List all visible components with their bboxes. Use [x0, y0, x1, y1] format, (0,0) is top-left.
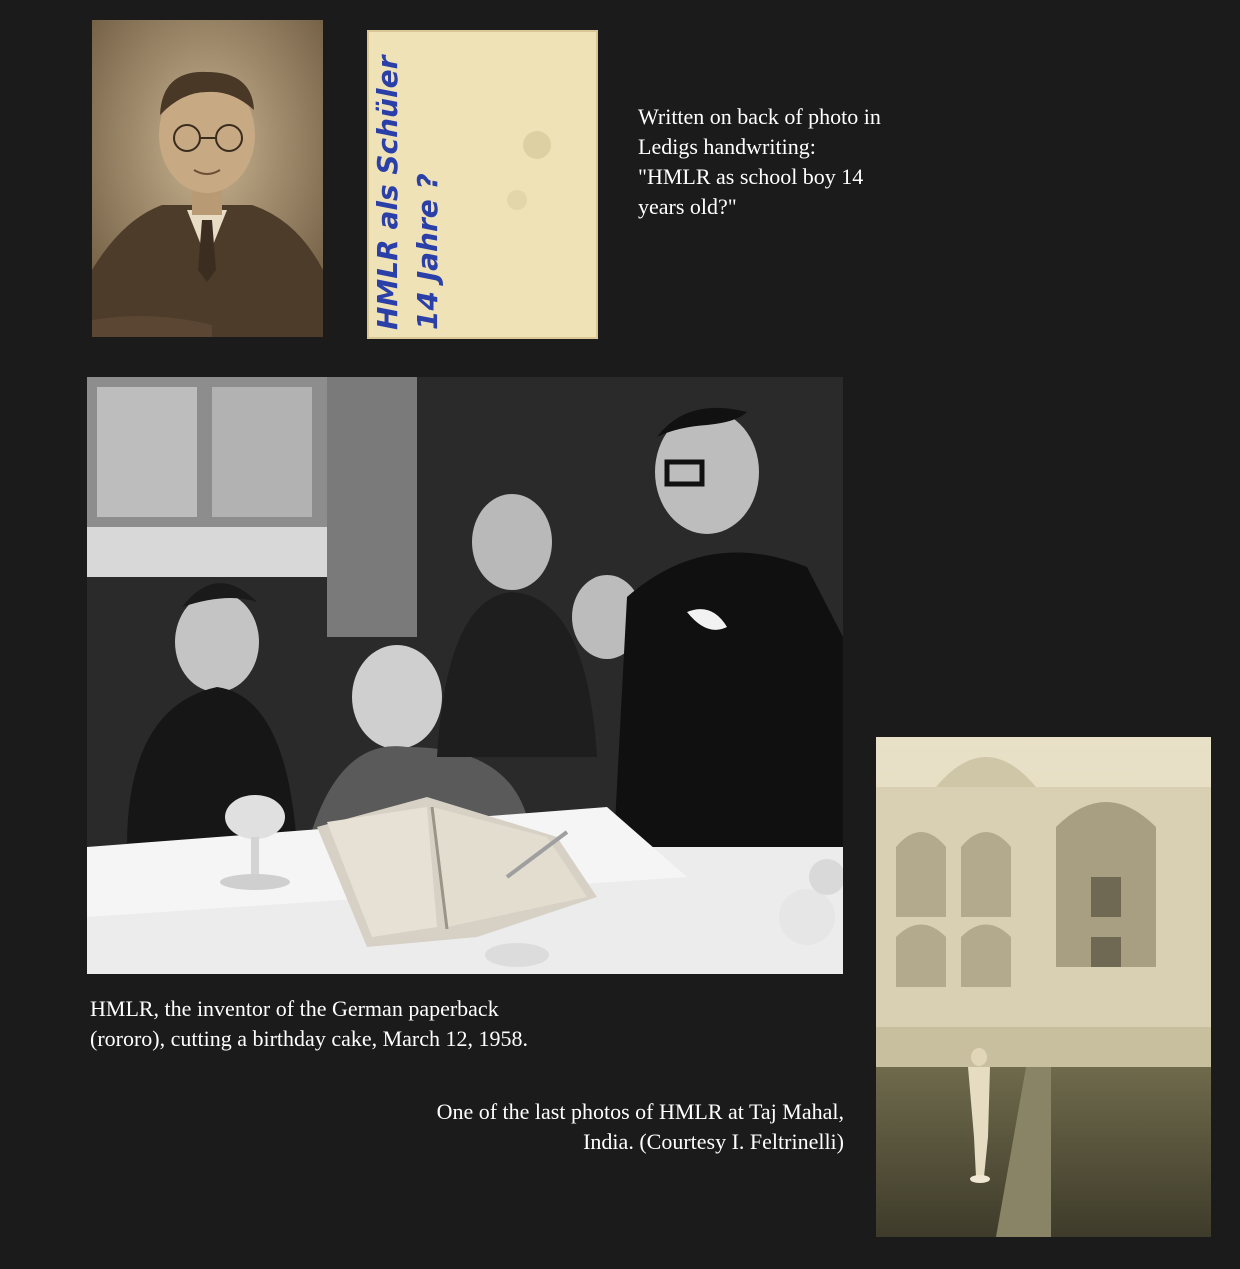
cake-photo-caption: [90, 994, 650, 1054]
photo-back: [367, 30, 598, 339]
taj-mahal-photo: [876, 737, 1211, 1237]
photo-back-image: [367, 30, 598, 339]
taj-mahal-caption: [360, 1097, 844, 1157]
birthday-cake-image: [87, 377, 843, 974]
caption-line: India. (Courtesy I. Feltrinelli): [583, 1129, 844, 1154]
taj-mahal-image: [876, 737, 1211, 1237]
handwriting-line-2: 14 Jahre ?: [411, 173, 444, 330]
back-of-photo-caption: [638, 102, 958, 222]
handwriting-line-1: HMLR als Schüler: [371, 55, 404, 330]
portrait-image: [92, 20, 323, 337]
caption-line: "HMLR as school boy 14: [638, 164, 864, 189]
birthday-cake-photo: [87, 377, 843, 974]
caption-line: Ledigs handwriting:: [638, 134, 816, 159]
portrait-photo: [92, 20, 323, 337]
caption-line: One of the last photos of HMLR at Taj Mahal,: [436, 1099, 844, 1124]
caption-line: Written on back of photo in: [638, 104, 881, 129]
caption-line: (rororo), cutting a birthday cake, March 12, 1958.: [90, 1026, 529, 1051]
caption-line: years old?": [638, 194, 737, 219]
caption-line: HMLR, the inventor of the German paperback: [90, 996, 499, 1021]
